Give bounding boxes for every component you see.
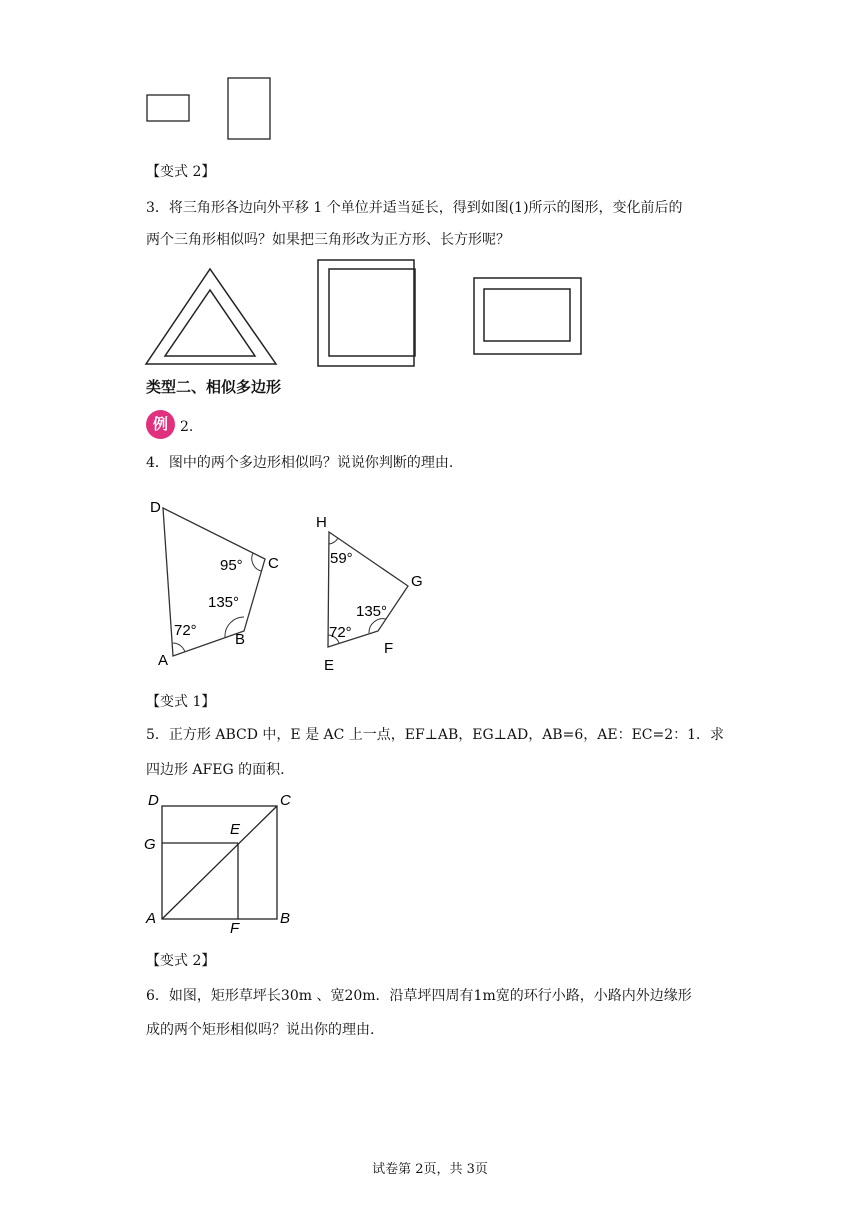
variant-2-heading-b: 【变式 2】 <box>146 953 216 969</box>
vertex-label-c: C <box>268 555 279 572</box>
nested-rectangles-figure <box>474 278 581 354</box>
example-number: 2. <box>180 419 194 435</box>
vertex-label-g: G <box>411 573 423 590</box>
vertex-label-e: E <box>324 657 335 674</box>
tall-rectangle <box>228 78 270 139</box>
quadrilateral-efgh <box>316 514 423 674</box>
question-4-figures <box>140 492 440 682</box>
point-label-b: B <box>280 910 291 927</box>
point-label-a: A <box>146 910 157 927</box>
question-5-line-2: 四边形 AFEG 的面积. <box>146 762 285 778</box>
question-6-line-1: 6．如图，矩形草坪长30m 、宽20m．沿草坪四周有1m宽的环行小路，小路内外边缘形 <box>146 988 692 1004</box>
question-3-line-1: 3．将三角形各边向外平移 1 个单位并适当延长，得到如图(1)所示的图形，变化前后的 <box>146 200 683 216</box>
top-rectangles-figure <box>140 72 280 147</box>
question-3-figures <box>144 258 584 370</box>
point-label-g: G <box>144 836 156 853</box>
quadrilateral-abcd <box>150 499 279 669</box>
angle-label-72: 72° <box>174 622 197 639</box>
point-label-f: F <box>230 920 240 937</box>
nested-triangles-figure <box>146 269 276 364</box>
small-rectangle <box>147 95 189 121</box>
question-3-line-2: 两个三角形相似吗？如果把三角形改为正方形、长方形呢？ <box>146 232 510 248</box>
angle-label-59: 59° <box>330 550 353 567</box>
question-5-square-figure <box>140 788 300 938</box>
vertex-label-d: D <box>150 499 161 516</box>
question-5-line-1: 5．正方形 ABCD 中，E 是 AC 上一点，EF⊥AB，EG⊥AD，AB=6，AE：EC=2：1．求 <box>146 727 725 743</box>
vertex-label-f: F <box>384 640 394 657</box>
variant-2-heading: 【变式 2】 <box>146 164 216 180</box>
example-badge-icon: 例 <box>146 410 175 439</box>
nested-squares-figure <box>318 260 415 366</box>
vertex-label-a: A <box>158 652 169 669</box>
point-label-d: D <box>148 792 159 809</box>
angle-label-135: 135° <box>208 594 240 611</box>
angle-label-72-e: 72° <box>329 624 352 641</box>
question-6-line-2: 成的两个矩形相似吗？说出你的理由. <box>146 1022 375 1038</box>
point-label-c: C <box>280 792 291 809</box>
variant-1-heading: 【变式 1】 <box>146 694 216 710</box>
section-type-2-title: 类型二、相似多边形 <box>146 378 282 396</box>
point-label-e: E <box>230 821 241 838</box>
vertex-label-h: H <box>316 514 327 531</box>
vertex-label-b: B <box>235 631 246 648</box>
question-4-text: 4．图中的两个多边形相似吗？说说你判断的理由. <box>146 455 454 471</box>
page-footer: 试卷第 2页，共 3页 <box>372 1162 488 1177</box>
angle-label-135-f: 135° <box>356 603 388 620</box>
angle-label-95: 95° <box>220 557 243 574</box>
